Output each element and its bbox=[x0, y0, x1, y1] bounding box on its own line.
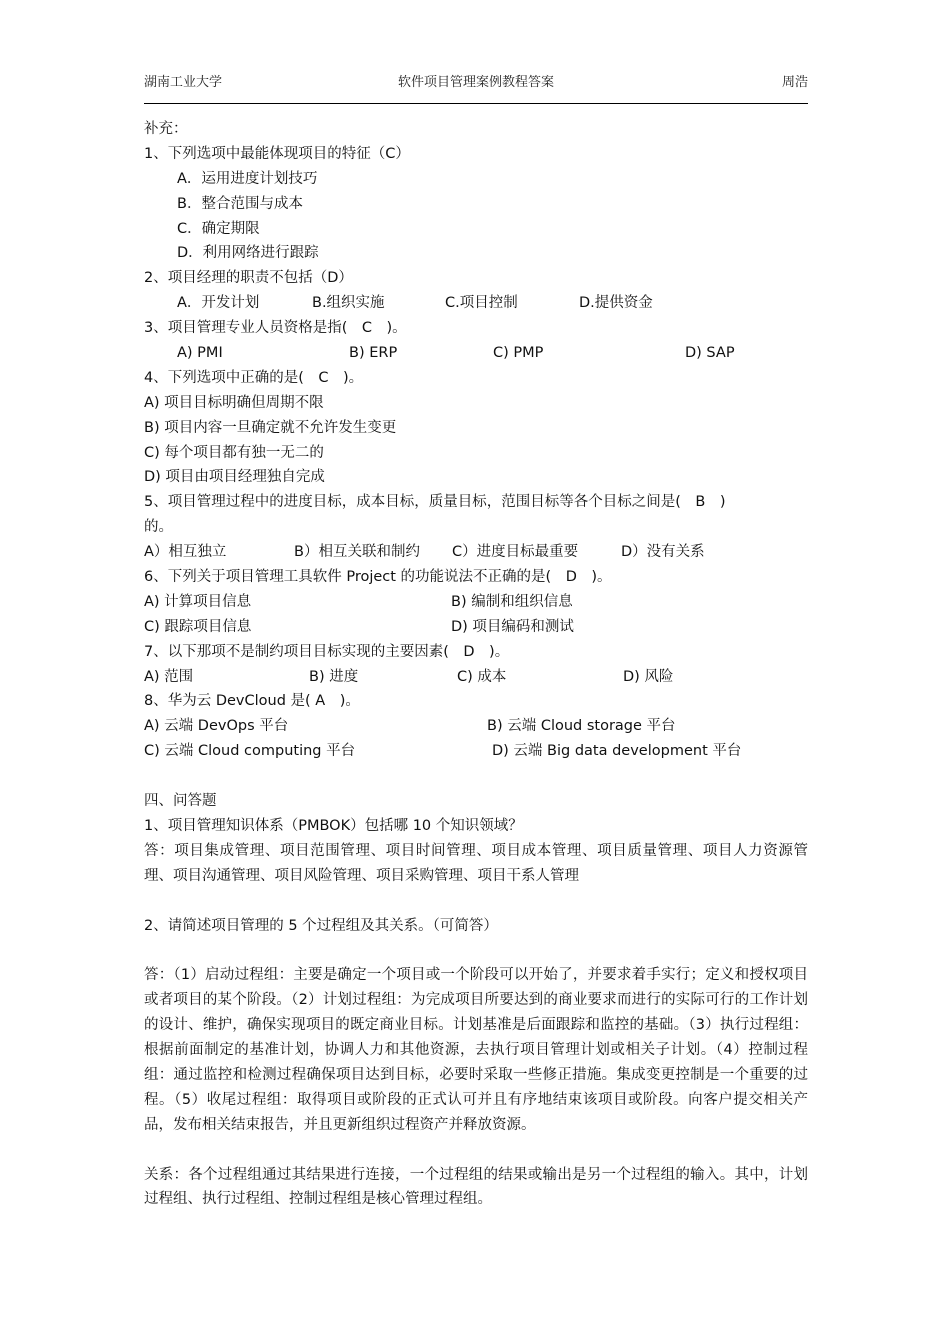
q3-option-a: A) PMI bbox=[177, 345, 223, 362]
q8-options-row1 bbox=[144, 714, 808, 739]
q7-option-c: C) 成本 bbox=[457, 668, 507, 685]
q4-option-a: A) 项目目标明确但周期不限 bbox=[144, 394, 324, 411]
q7-options bbox=[144, 665, 808, 690]
q1-option-b: B．整合范围与成本 bbox=[177, 195, 303, 212]
header-rule bbox=[144, 103, 808, 104]
q4-option-b: B) 项目内容一旦确定就不允许发生变更 bbox=[144, 419, 397, 436]
header-title: 软件项目管理案例教程答案 bbox=[397, 75, 554, 90]
q4-option-c: C) 每个项目都有独一无二的 bbox=[144, 444, 324, 461]
q2-option-a: A．开发计划 bbox=[177, 295, 260, 312]
q2-option-d: D.提供资金 bbox=[579, 295, 653, 312]
q8-option-c: C) 云端 Cloud computing 平台 bbox=[144, 743, 356, 760]
q1-option-c: C．确定期限 bbox=[177, 220, 260, 237]
spacer bbox=[144, 938, 808, 963]
question-7: 7、以下那项不是制约项目目标实现的主要因素( D )。 bbox=[144, 643, 510, 660]
q5-option-a: A）相互独立 bbox=[144, 544, 227, 561]
qa-section-title: 四、问答题 bbox=[144, 793, 217, 810]
question-6: 6、下列关于项目管理工具软件 Project 的功能说法不正确的是( D )。 bbox=[144, 569, 612, 586]
question-3: 3、项目管理专业人员资格是指( C )。 bbox=[144, 320, 407, 337]
q8-options-row2 bbox=[144, 739, 808, 764]
q5-option-d: D）没有关系 bbox=[621, 544, 705, 561]
q6-option-c: C) 跟踪项目信息 bbox=[144, 618, 252, 635]
q2-options bbox=[144, 291, 808, 316]
question-8: 8、华为云 DevCloud 是( A )。 bbox=[144, 693, 360, 710]
q7-option-a: A) 范围 bbox=[144, 668, 194, 685]
spacer bbox=[144, 764, 808, 789]
q3-option-c: C) PMP bbox=[493, 345, 544, 362]
question-1: 1、下列选项中最能体现项目的特征（C） bbox=[144, 145, 410, 162]
q7-option-d: D) 风险 bbox=[623, 668, 674, 685]
question-2: 2、项目经理的职责不包括（D） bbox=[144, 270, 353, 287]
q8-option-d: D) 云端 Big data development 平台 bbox=[492, 743, 742, 760]
qa-question-2: 2、请简述项目管理的 5 个过程组及其关系。（可简答） bbox=[144, 917, 498, 934]
q6-options-row1 bbox=[144, 590, 808, 615]
page-header bbox=[144, 71, 808, 91]
q6-options-row2 bbox=[144, 615, 808, 640]
q3-option-d: D) SAP bbox=[685, 345, 735, 362]
question-4: 4、下列选项中正确的是( C )。 bbox=[144, 369, 364, 386]
q2-option-b: B.组织实施 bbox=[312, 295, 385, 312]
q2-option-c: C.项目控制 bbox=[445, 295, 518, 312]
qa-relation: 关系：各个过程组通过其结果进行连接，一个过程组的结果或输出是另一个过程组的输入。其中，计划过程组、执行过程组、控制过程组是核心管理过程组。 bbox=[144, 1166, 808, 1208]
q6-option-d: D) 项目编码和测试 bbox=[451, 618, 574, 635]
header-university: 湖南工业大学 bbox=[144, 75, 223, 90]
qa-answer-2: 答：（1）启动过程组：主要是确定一个项目或一个阶段可以开始了，并要求着手实行；定义和授权项目或者项目的某个阶段。（2）计划过程组：为完成项目所要达到的商业要求而进行的实际可行的工作计划的设计、维护，确保实现项目的既定商业目标。计划基准是后面跟踪和监控的基础。（3）执行过程组：根据前面制定的基准计划，协调人力和其他资源，去执行项目管理计划或相关子计划。（4）控制过程组：通过监控和检测过程确保项目达到目标，必要时采取一些修正措施。集成变更控制是一个重要的过程。（5）收尾过程组：取得项目或阶段的正式认可并且有序地结束该项目或阶段。向客户提交相关产品，发布相关结束报告，并且更新组织过程资产并释放资源。 bbox=[144, 967, 808, 1133]
supplement-title: 补充： bbox=[144, 121, 188, 137]
q5-option-b: B）相互关联和制约 bbox=[294, 544, 420, 561]
q8-option-a: A) 云端 DevOps 平台 bbox=[144, 718, 289, 735]
spacer bbox=[144, 889, 808, 914]
q1-option-d: D．利用网络进行跟踪 bbox=[177, 245, 319, 262]
q6-option-a: A) 计算项目信息 bbox=[144, 593, 252, 610]
q6-option-b: B) 编制和组织信息 bbox=[451, 593, 573, 610]
question-5: 5、项目管理过程中的进度目标，成本目标，质量目标，范围目标等各个目标之间是( B ) bbox=[144, 494, 726, 511]
q4-option-d: D) 项目由项目经理独自完成 bbox=[144, 469, 325, 486]
q8-option-b: B) 云端 Cloud storage 平台 bbox=[487, 718, 676, 735]
spacer bbox=[144, 1138, 808, 1163]
document-body bbox=[144, 117, 808, 1212]
q3-options bbox=[144, 341, 808, 366]
header-author: 周浩 bbox=[781, 75, 808, 90]
q5-option-c: C）进度目标最重要 bbox=[452, 544, 579, 561]
q5-options bbox=[144, 540, 808, 565]
question-5-cont: 的。 bbox=[144, 519, 173, 536]
qa-question-1: 1、项目管理知识体系（PMBOK）包括哪 10 个知识领域？ bbox=[144, 817, 523, 834]
qa-answer-1: 答：项目集成管理、项目范围管理、项目时间管理、项目成本管理、项目质量管理、项目人力资源管理、项目沟通管理、项目风险管理、项目采购管理、项目干系人管理 bbox=[144, 842, 808, 884]
q7-option-b: B) 进度 bbox=[309, 668, 359, 685]
q3-option-b: B) ERP bbox=[349, 345, 398, 362]
q1-option-a: A．运用进度计划技巧 bbox=[177, 170, 318, 187]
